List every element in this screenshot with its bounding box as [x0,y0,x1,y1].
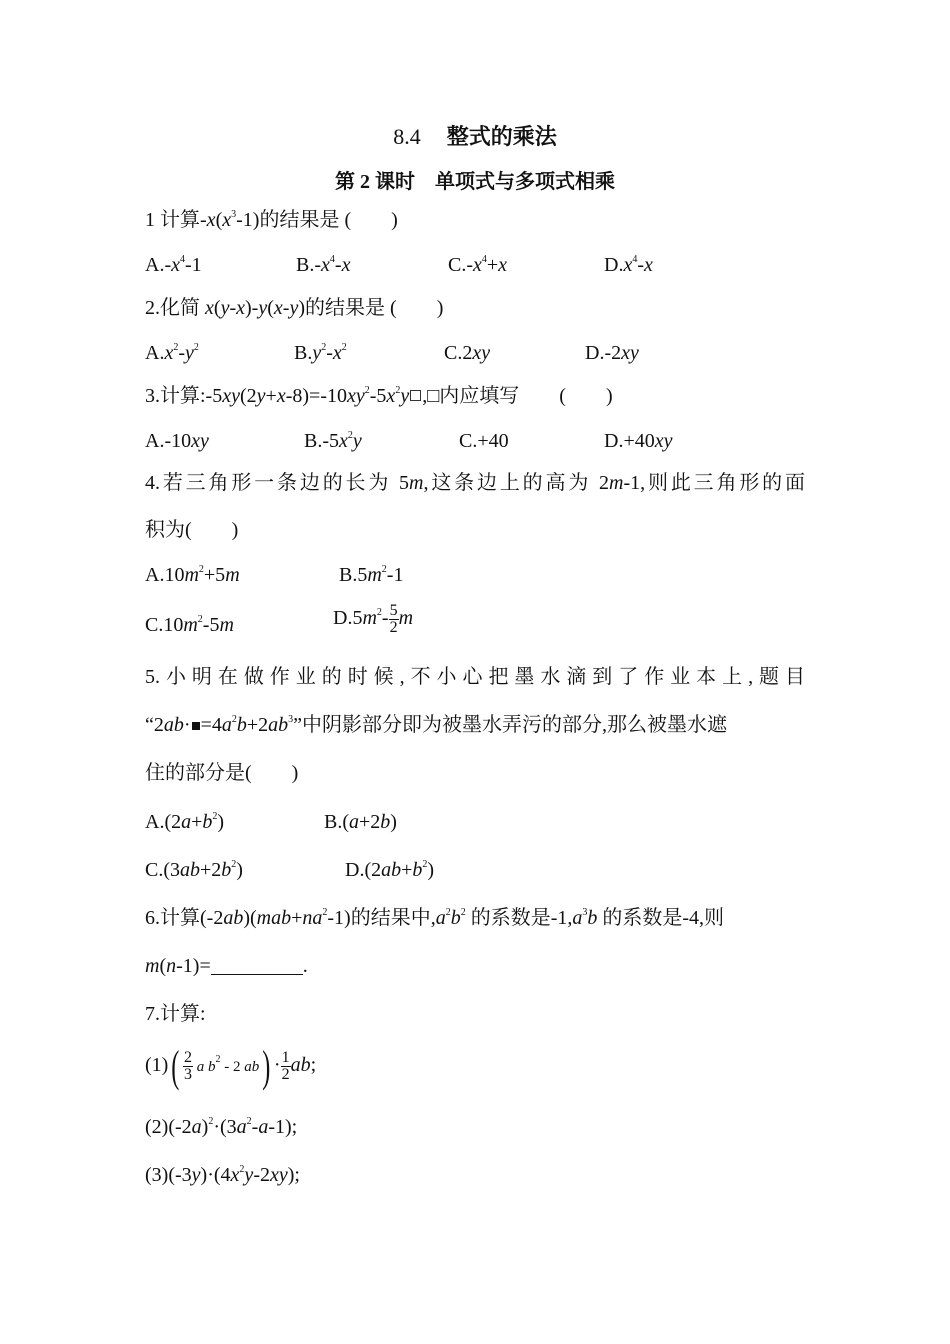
q4-stem-line1: 4.若三角形一条边的长为 5m,这条边上的高为 2m-1,则此三角形的面 [145,472,806,494]
q2-option-d: D.-2xy [585,342,639,364]
q3-option-c: C.+40 [459,430,509,452]
section-title-text: 整式的乘法 [446,124,557,149]
q2-option-c: C.2xy [444,342,491,364]
q6-stem-line1: 6.计算$(-2ab)(mab+na^2-1)$的结果中$,a^2b^2$ 的系数是$-1,a^3b$ 的系数是-4,则 [145,907,725,929]
answer-blank[interactable] [211,956,303,975]
q6-stem-line2: m(n-1)= . [145,955,308,977]
q3-stem: 3.计算$:-5xy(2y+x-8)=-10xy^2-5x^2y$ ,□内应填写 ( ) [145,385,613,407]
q4-option-a: $A.10m^2+5m$ [145,564,240,586]
q2-option-b: $B.y^2-x^2$ [294,342,347,364]
q7-item-1: (1)( $\frac{2}{3}$ a $b^2 - 2$ ab) · $\frac{1}{2}$ ab; [145,1042,317,1091]
q5-option-a: $A.(2a+b^2)$ [145,811,225,833]
fraction: $\frac{1}{2}$ [281,1048,290,1083]
q4-option-b: $B.5m^2-1$ [339,564,404,586]
q2-option-a: $A.x^2-y^2$ [145,342,199,364]
q7-item-2: $(2)(-2a)^2\cdot(3a^2-a-1)$; [145,1116,298,1138]
q1-option-b: $B.-x^4-x$ [296,254,351,276]
q5-option-b: B.(a+2b) [324,811,397,833]
fraction: $\frac{2}{3}$ [183,1048,192,1083]
q5-option-d: $D.(2ab+b^2)$ [345,859,435,881]
q1-option-d: $D.x^4-x$ [604,254,653,276]
q5-stem-line1: 5.小明在做作业的时候,不小心把墨水滴到了作业本上,题目 [145,666,805,688]
q5-option-c: $C.(3ab+2b^2)$ [145,859,243,881]
q4-option-c: $C.10m^2-5m$ [145,614,234,636]
q1-option-c: $C.-x^4+x$ [448,254,508,276]
q5-stem-line3: 住的部分是( ) [145,762,299,784]
q5-stem-line2: “$2ab\cdot =4a^2b+2ab^3$”中阴影部分即为被墨水弄污的部分,那么被墨水遮 [145,714,728,736]
ink-blot [192,722,200,730]
q7-item-3: $(3)(-3y)\cdot(4x^2y-2xy)$; [145,1164,300,1186]
section-title [0,120,950,151]
q1-stem: 1 计算$-x(x^3-1)$的结果是 ( ) [145,209,398,231]
section-number: 8.4 [393,124,421,149]
fraction: $\frac{5}{2}$ [389,602,398,636]
q3-option-a: A.-10xy [145,430,209,452]
q4-stem-line2: 积为( ) [145,519,239,541]
q1-option-a: $A.-x^4-1$ [145,254,202,276]
q3-option-d: D.+40xy [604,430,673,452]
q2-stem: 2.化简 x(y-x)-y(x-y)的结果是 ( ) [145,297,444,319]
q7-stem: 7.计算: [145,1003,206,1025]
q3-option-b: $B.-5x^2y$ [304,430,362,452]
q4-option-d: $D.5m^2-$ $\frac{5}{2}$ m [333,602,414,636]
lesson-subtitle: 第 2 课时 单项式与多项式相乘 [335,171,615,193]
